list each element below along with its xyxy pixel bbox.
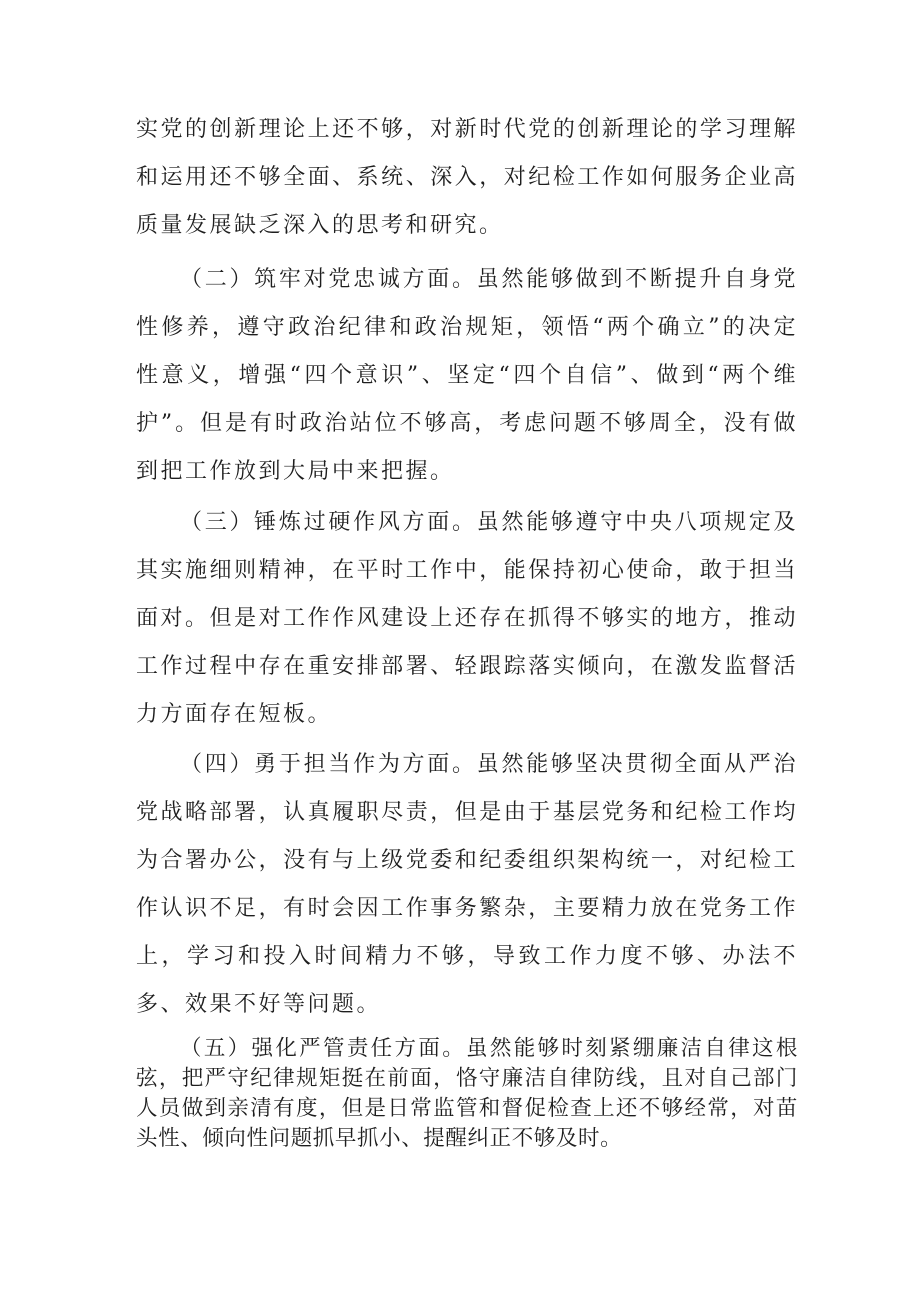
paragraph-continuation: 实党的创新理论上还不够，对新时代党的创新理论的学习理解和运用还不够全面、系统、深入，对纪检工作如何服务企业高质量发展缺乏深入的思考和研究。 xyxy=(136,117,798,238)
paragraph-work-style: （三）锤炼过硬作风方面。虽然能够遵守中央八项规定及其实施细则精神，在平时工作中，能保持初心使命，敢于担当面对。但是对工作作风建设上还存在抓得不够实的地方，推动工作过程中存在重安排部署、轻跟踪落实倾向，在激发监督活力方面存在短板。 xyxy=(136,510,798,727)
paragraph-loyalty: （二）筑牢对党忠诚方面。虽然能够做到不断提升自身党性修养，遵守政治纪律和政治规矩，领悟“两个确立”的决定性意义，增强“四个意识”、坚定“四个自信”、做到“两个维护”。但是有时政治站位不够高，考虑问题不够周全，没有做到把工作放到大局中来把握。 xyxy=(136,267,798,484)
paragraph-strict-management: （五）强化严管责任方面。虽然能够时刻紧绷廉洁自律这根弦，把严守纪律规矩挺在前面，恪守廉洁自律防线，且对自己部门人员做到亲清有度，但是日常监管和督促检查上还不够经常，对苗头性、倾向性问题抓早抓小、提醒纠正不够及时。 xyxy=(136,1036,798,1151)
paragraph-responsibility: （四）勇于担当作为方面。虽然能够坚决贯彻全面从严治党战略部署，认真履职尽责，但是由于基层党务和纪检工作均为合署办公，没有与上级党委和纪委组织架构统一，对纪检工作认识不足，有时会因工作事务繁杂，主要精力放在党务工作上，学习和投入时间精力不够，导致工作力度不够、办法不多、效果不好等问题。 xyxy=(136,752,798,1017)
